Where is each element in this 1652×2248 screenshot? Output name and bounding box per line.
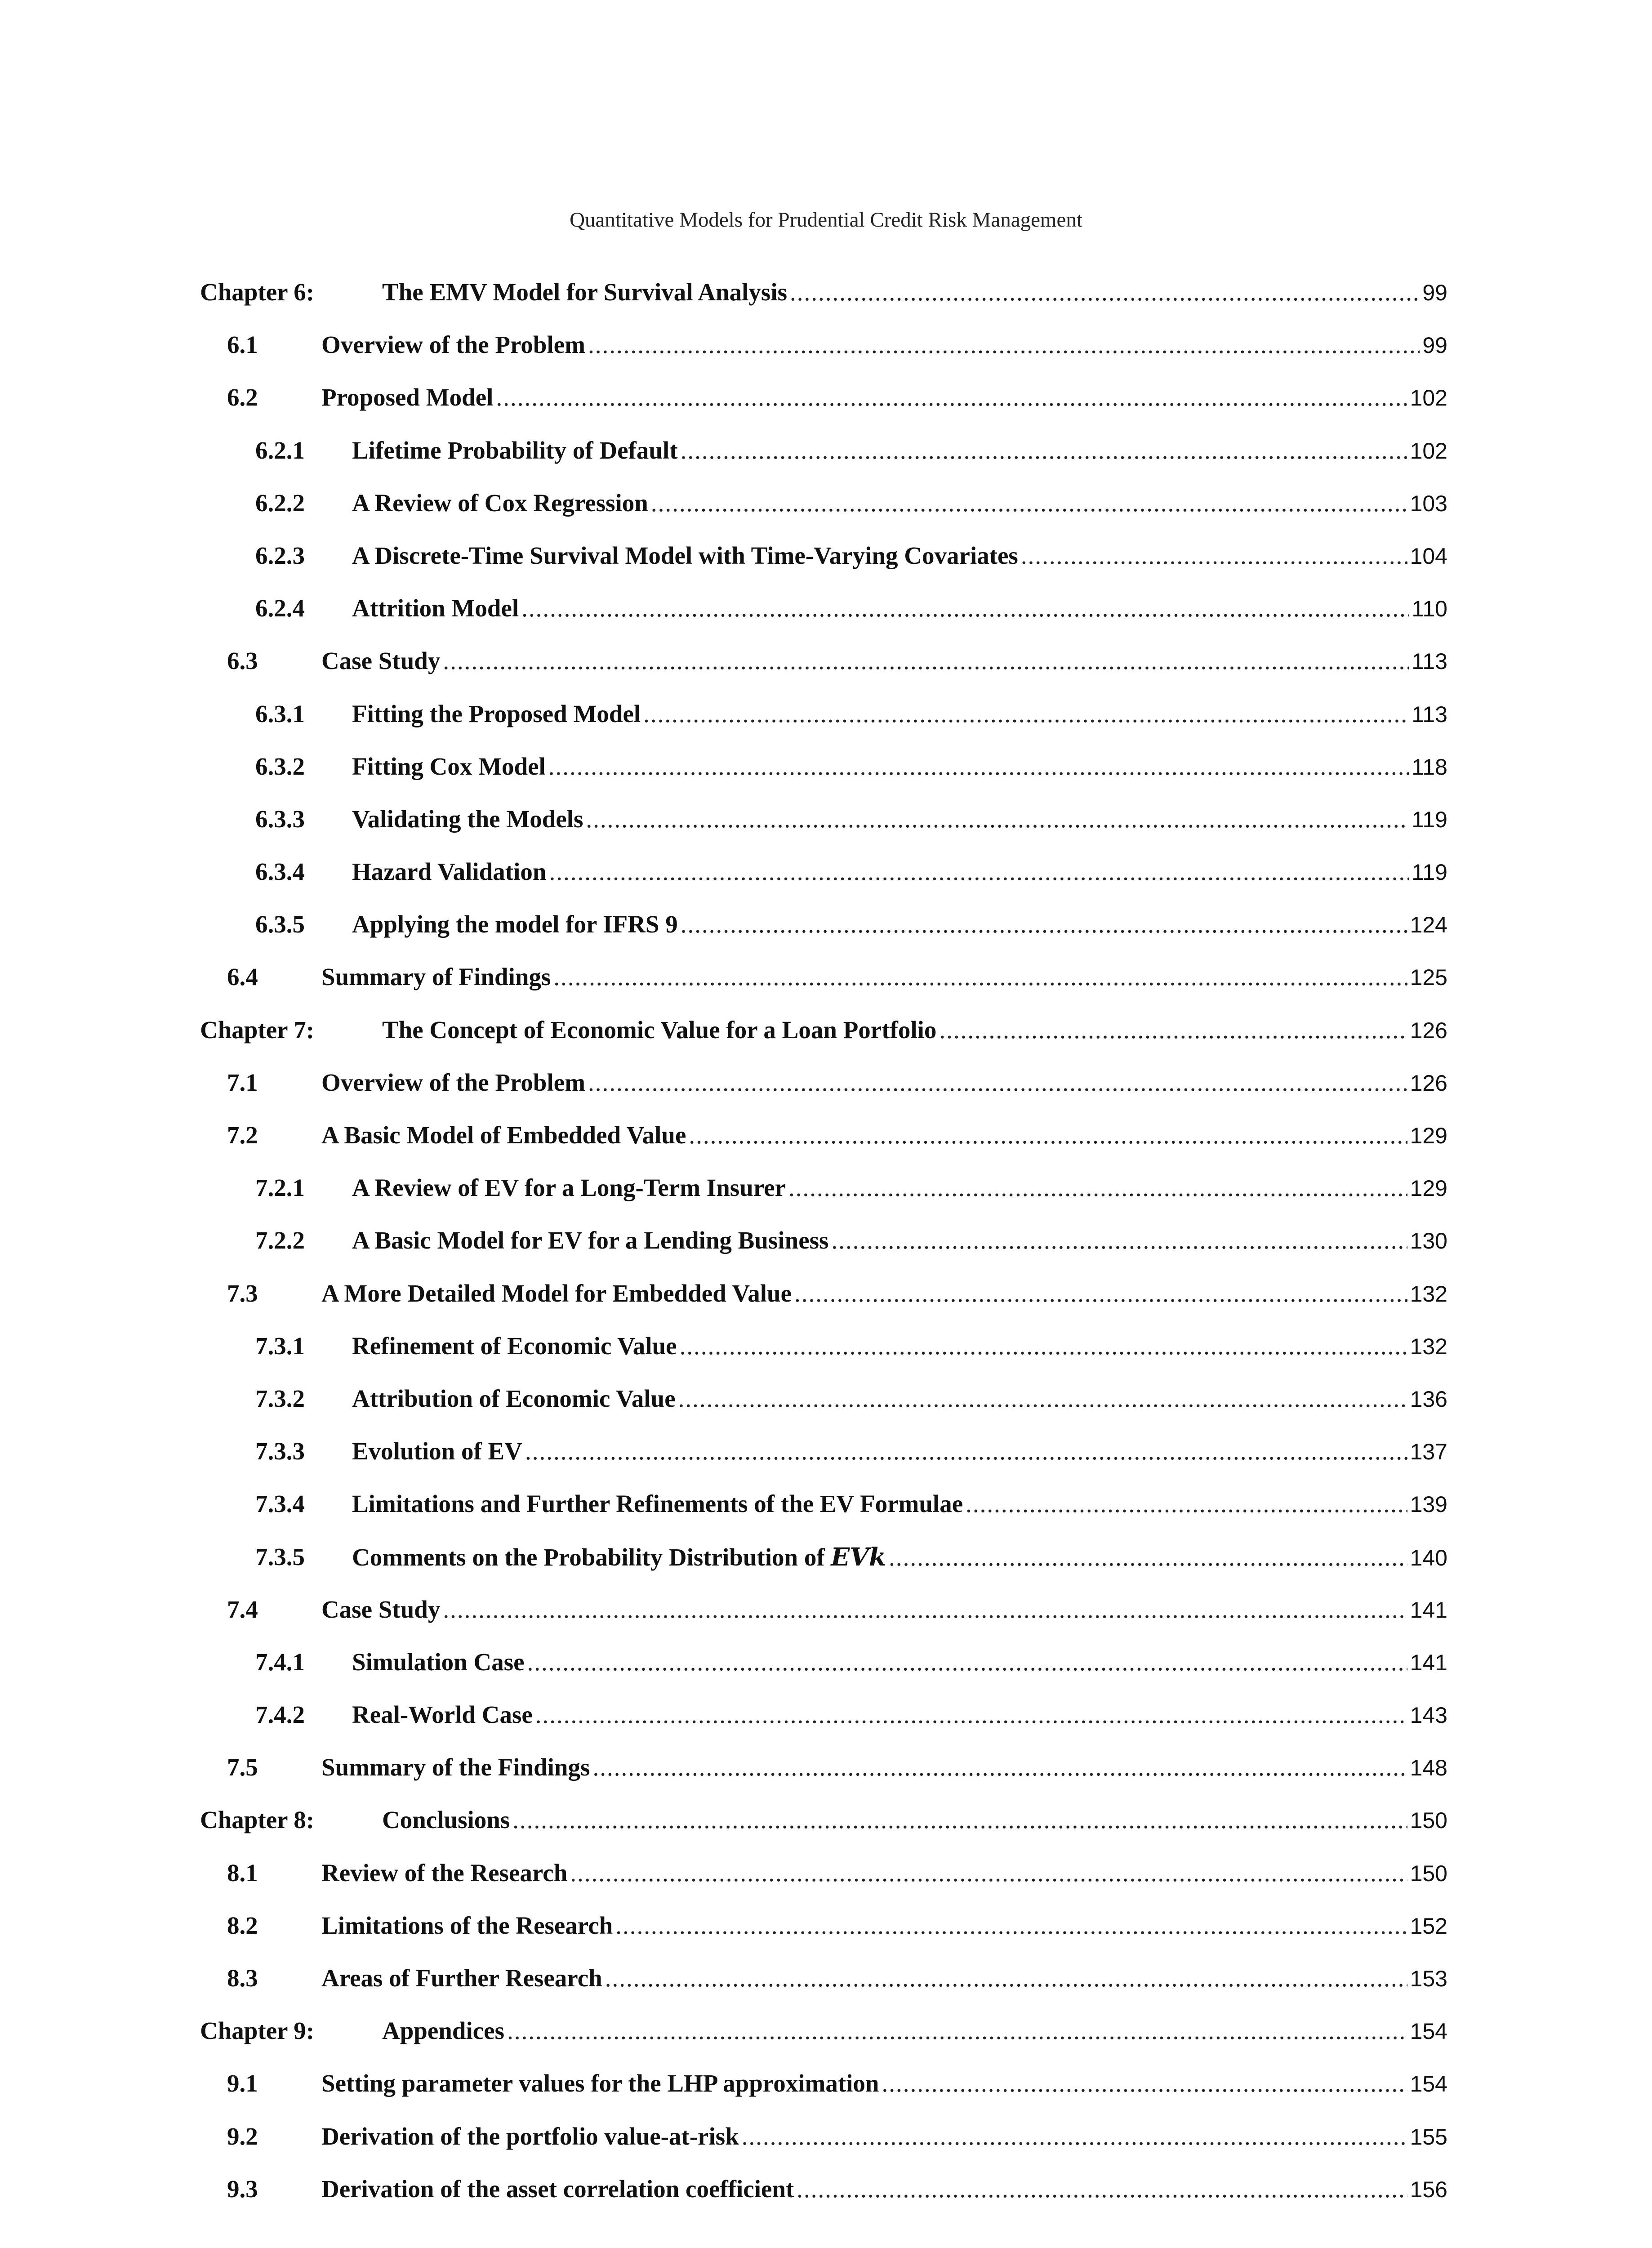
toc-entry-line [321,1120,1447,1151]
toc-entry-title-text: Real-World Case [352,1701,533,1729]
toc-entry-line [321,2068,1447,2100]
dot-leader [443,645,1409,677]
toc-entry-number: 6.1 [227,331,258,359]
toc-entry-line [352,1225,1447,1257]
toc-entry-number: 6.3.5 [255,910,305,938]
toc-entry-page-number: 132 [1410,1334,1447,1359]
toc-entry-page-number: 140 [1410,1545,1447,1570]
toc-section-entry[interactable] [200,329,1447,382]
toc-entry-number: 6.3 [227,647,258,675]
running-header: Quantitative Models for Prudential Credit Risk Management [570,208,1082,232]
toc-section-entry[interactable] [200,382,1447,434]
toc-entry-line [321,1752,1447,1784]
toc-subsection-entry[interactable] [200,1436,1447,1488]
toc-section-entry[interactable] [200,1963,1447,2015]
dot-leader [512,1804,1407,1836]
toc-entry-line [321,1910,1447,1942]
dot-leader [588,329,1420,361]
toc-entry-page-number: 132 [1410,1281,1447,1307]
toc-entry-title-text: Comments on the Probability Distribution of [352,1543,825,1571]
dot-leader [615,1910,1407,1941]
toc-entry-title [352,1225,828,1256]
toc-section-entry[interactable] [200,961,1447,1014]
toc-entry-number: 7.3.2 [255,1384,305,1412]
toc-entry-number: Chapter 8: [200,1806,315,1834]
toc-entry-line [352,1172,1447,1204]
toc-entry-title [352,803,583,835]
toc-entry-title [321,382,493,413]
toc-entry-number: 6.3.4 [255,858,305,886]
dot-leader [548,751,1409,782]
dot-leader [889,1542,1407,1573]
toc-entry-title-text: Limitations of the Research [321,1911,613,1939]
toc-section-entry[interactable] [200,1857,1447,1910]
toc-entry-title-text: Attribution of Economic Value [352,1384,676,1412]
toc-subsection-entry[interactable] [200,1646,1447,1699]
dot-leader [788,1172,1407,1204]
toc-entry-page-number: 155 [1410,2124,1447,2150]
toc-entry-page-number: 113 [1412,649,1447,674]
toc-entry-title [352,1330,677,1362]
toc-entry-line [321,382,1447,414]
dot-leader [570,1857,1407,1889]
toc-subsection-entry[interactable] [200,540,1447,593]
toc-entry-title [352,540,1018,571]
toc-entry-line [352,909,1447,941]
toc-entry-page-number: 119 [1412,860,1447,885]
toc-entry-number: 6.2.2 [255,489,305,517]
toc-section-entry[interactable] [200,1752,1447,1804]
toc-entry-title-text: Case Study [321,647,441,675]
toc-entry-title-text: Derivation of the asset correlation coefficient [321,2175,794,2203]
toc-entry-line [352,540,1447,572]
dot-leader [681,909,1407,940]
toc-entry-line [352,698,1447,730]
toc-entry-title-text: Appendices [382,2017,504,2045]
toc-entry-title [352,698,641,730]
toc-entry-title [321,2068,879,2099]
dot-leader [1021,540,1407,571]
toc-entry-number: 7.5 [227,1753,258,1781]
dot-leader [525,1436,1407,1467]
toc-subsection-entry[interactable] [200,856,1447,909]
dot-leader [643,698,1409,730]
dot-leader [680,1330,1407,1362]
toc-entry-title-text: Applying the model for IFRS 9 [352,910,678,938]
toc-entry-line [352,1383,1447,1415]
toc-entry-title [382,1014,936,1046]
toc-entry-title-text: Simulation Case [352,1648,525,1676]
dot-leader [681,435,1407,466]
toc-subsection-entry[interactable] [200,909,1447,961]
toc-chapter-entry[interactable] [200,1804,1447,1857]
dot-leader [443,1594,1407,1625]
toc-entry-title [382,277,787,308]
toc-entry-title-text: Areas of Further Research [321,1964,602,1992]
toc-entry-title-text: Overview of the Problem [321,331,586,359]
toc-entry-line [382,2015,1447,2047]
toc-entry-title-text: Conclusions [382,1806,510,1834]
toc-entry-title [352,1172,786,1204]
dot-leader [521,593,1409,624]
dot-leader [966,1488,1407,1520]
dot-leader [496,382,1407,413]
toc-entry-title [321,1594,440,1625]
toc-entry-line [352,1699,1447,1731]
toc-entry-page-number: 153 [1410,1966,1447,1991]
toc-chapter-entry[interactable] [200,1014,1447,1067]
dot-leader [678,1383,1407,1414]
toc-section-entry[interactable] [200,1120,1447,1172]
toc-entry-title [321,1752,590,1783]
toc-subsection-entry[interactable] [200,751,1447,803]
toc-section-entry[interactable] [200,1910,1447,1963]
toc-section-entry[interactable] [200,645,1447,698]
toc-entry-title-text: Evolution of EV [352,1437,522,1465]
toc-entry-title [321,1120,686,1151]
toc-entry-page-number: 102 [1410,438,1447,464]
toc-entry-page-number: 113 [1412,701,1447,727]
toc-entry-line [352,1488,1447,1520]
toc-entry-line [382,1804,1447,1836]
toc-entry-title-text: Summary of Findings [321,963,551,991]
toc-section-entry[interactable] [200,1278,1447,1330]
toc-section-entry[interactable] [200,2121,1447,2173]
toc-subsection-entry[interactable] [200,1488,1447,1541]
toc-subsection-entry[interactable] [200,803,1447,856]
toc-entry-title-text: Validating the Models [352,805,583,833]
toc-entry-number: 8.1 [227,1859,258,1887]
toc-entry-line [352,1646,1447,1678]
toc-entry-number: 8.3 [227,1964,258,1992]
toc-entry-title [321,2173,794,2205]
toc-entry-page-number: 139 [1410,1492,1447,1517]
dot-leader [797,2173,1407,2205]
toc-entry-number: 7.2 [227,1121,258,1149]
dot-leader [549,856,1409,888]
toc-entry-title-text: A Basic Model for EV for a Lending Business [352,1227,829,1254]
toc-entry-line [321,1594,1447,1626]
toc-entry-number: 7.2.1 [255,1174,305,1202]
toc-entry-number: 9.1 [227,2070,258,2097]
toc-entry-line [321,1067,1447,1099]
toc-entry-line [321,961,1447,993]
toc-entry-title [321,645,440,677]
toc-entry-page-number: 152 [1410,1913,1447,1939]
dot-leader [535,1699,1407,1731]
toc-entry-title [352,435,678,466]
toc-entry-number: Chapter 7: [200,1016,315,1044]
toc-entry-number: 7.3.5 [255,1543,305,1570]
toc-entry-number: 7.4 [227,1595,258,1623]
toc-entry-number: 6.3.1 [255,700,305,727]
toc-entry-title [352,1436,522,1467]
toc-entry-title [321,329,585,361]
toc-entry-title [352,1383,676,1414]
toc-entry-title-text: A Review of EV for a Long-Term Insurer [352,1174,786,1202]
toc-entry-title-text: A More Detailed Model for Embedded Value [321,1279,792,1307]
toc-entry-page-number: 148 [1410,1755,1447,1781]
toc-entry-number: 7.2.2 [255,1227,305,1254]
toc-entry-number: Chapter 6: [200,278,315,306]
toc-entry-title [321,961,551,993]
toc-entry-title [382,1804,510,1836]
toc-entry-title-text: Attrition Model [352,594,519,622]
toc-entry-page-number: 150 [1410,1808,1447,1833]
toc-entry-title [352,593,519,624]
dot-leader [794,1278,1407,1309]
toc-entry-number: 7.3.3 [255,1437,305,1465]
toc-entry-title [382,2015,504,2047]
toc-entry-line [352,1436,1447,1467]
toc-entry-number: 6.3.2 [255,752,305,780]
toc-entry-title [321,1278,792,1309]
toc-entry-page-number: 124 [1410,912,1447,938]
toc-entry-page-number: 141 [1410,1650,1447,1675]
toc-section-entry[interactable] [200,2173,1447,2226]
dot-leader [790,277,1420,308]
toc-entry-line [352,1541,1447,1574]
dot-leader [831,1225,1407,1256]
toc-entry-title [321,1963,602,1994]
toc-entry-number: Chapter 9: [200,2017,315,2045]
toc-entry-title-text: Fitting Cox Model [352,752,546,780]
toc-entry-page-number: 119 [1412,807,1447,832]
toc-entry-number: 7.1 [227,1068,258,1096]
dot-leader [507,2015,1407,2047]
toc-entry-number: 9.3 [227,2175,258,2203]
toc-entry-page-number: 141 [1410,1597,1447,1623]
toc-entry-title [352,751,546,782]
toc-subsection-entry[interactable] [200,1699,1447,1752]
dot-leader [586,803,1409,835]
toc-subsection-entry[interactable] [200,1383,1447,1436]
toc-entry-math: EVk [831,1542,886,1571]
toc-entry-line [352,593,1447,624]
dot-leader [605,1963,1407,1994]
toc-entry-line [382,277,1447,308]
toc-entry-page-number: 143 [1410,1703,1447,1728]
toc-entry-page-number: 99 [1422,280,1447,305]
toc-entry-page-number: 137 [1410,1439,1447,1465]
toc-subsection-entry[interactable] [200,1172,1447,1225]
toc-subsection-entry[interactable] [200,487,1447,540]
toc-entry-page-number: 130 [1410,1228,1447,1254]
toc-entry-number: 9.2 [227,2122,258,2150]
dot-leader [882,2068,1407,2099]
toc-entry-title-text: A Basic Model of Embedded Value [321,1121,686,1149]
toc-subsection-entry[interactable] [200,1225,1447,1277]
toc-entry-page-number: 129 [1410,1176,1447,1201]
toc-entry-title-text: Review of the Research [321,1859,568,1887]
toc-entry-title-text: Fitting the Proposed Model [352,700,641,727]
toc-section-entry[interactable] [200,2068,1447,2120]
toc-entry-title [321,1857,567,1889]
toc-entry-page-number: 150 [1410,1860,1447,1886]
toc-subsection-entry[interactable] [200,1541,1447,1594]
toc-entry-line [352,803,1447,835]
toc-entry-title-text: A Discrete-Time Survival Model with Time-Varying Covariates [352,541,1018,569]
toc-entry-line [352,856,1447,888]
toc-entry-title-text: Lifetime Probability of Default [352,436,678,464]
toc-entry-line [321,1963,1447,1994]
toc-entry-title [321,1910,613,1941]
toc-entry-page-number: 156 [1410,2177,1447,2202]
toc-entry-line [321,2121,1447,2153]
toc-entry-page-number: 136 [1410,1386,1447,1412]
toc-entry-title-text: Hazard Validation [352,858,547,886]
toc-subsection-entry[interactable] [200,698,1447,751]
toc-entry-title-text: A Review of Cox Regression [352,489,648,517]
toc-entry-number: 7.3 [227,1279,258,1307]
toc-entry-title [352,487,648,519]
toc-entry-page-number: 99 [1422,333,1447,358]
toc-entry-page-number: 118 [1412,754,1447,780]
toc-entry-page-number: 126 [1410,1017,1447,1043]
toc-entry-title-text: Setting parameter values for the LHP approximation [321,2070,879,2097]
toc-entry-title-text: Overview of the Problem [321,1068,586,1096]
toc-entry-title [352,856,546,888]
dot-leader [588,1067,1407,1098]
toc-entry-title [352,1646,525,1678]
toc-entry-title [352,1541,886,1573]
toc-entry-line [352,1330,1447,1362]
toc-entry-page-number: 125 [1410,965,1447,990]
toc-entry-page-number: 102 [1410,385,1447,411]
toc-entry-number: 7.3.4 [255,1490,305,1518]
toc-entry-title-text: Derivation of the portfolio value-at-risk [321,2122,739,2150]
toc-entry-page-number: 126 [1410,1070,1447,1096]
dot-leader [553,961,1407,993]
toc-entry-number: 7.4.2 [255,1701,305,1729]
toc-entry-page-number: 104 [1410,543,1447,569]
toc-entry-number: 6.2.4 [255,594,305,622]
toc-entry-page-number: 154 [1410,2019,1447,2044]
toc-entry-line [382,1014,1447,1046]
dot-leader [939,1014,1407,1046]
dot-leader [742,2121,1407,2152]
toc-subsection-entry[interactable] [200,435,1447,487]
dot-leader [651,487,1407,519]
toc-entry-title-text: Limitations and Further Refinements of the EV Formulae [352,1490,963,1518]
toc-entry-page-number: 103 [1410,491,1447,516]
dot-leader [592,1752,1407,1783]
toc-entry-number: 6.2.1 [255,436,305,464]
toc-entry-title [352,1488,963,1520]
toc-subsection-entry[interactable] [200,593,1447,645]
toc-entry-title-text: Proposed Model [321,384,494,411]
toc-entry-number: 7.3.1 [255,1332,305,1360]
toc-entry-line [321,645,1447,677]
toc-entry-title-text: Case Study [321,1595,441,1623]
toc-entry-line [352,487,1447,519]
toc-entry-line [321,1278,1447,1310]
toc-entry-title-text: The Concept of Economic Value for a Loan Portfolio [382,1016,937,1044]
toc-chapter-entry[interactable] [200,277,1447,329]
toc-entry-title [321,1067,585,1098]
toc-entry-number: 6.4 [227,963,258,991]
toc-entry-number: 6.2.3 [255,541,305,569]
toc-entry-line [321,2173,1447,2205]
table-of-contents [200,277,1447,2226]
toc-entry-title [321,2121,739,2152]
toc-entry-line [352,435,1447,467]
toc-entry-line [352,751,1447,783]
dot-leader [527,1646,1407,1678]
toc-entry-number: 7.4.1 [255,1648,305,1676]
toc-entry-page-number: 129 [1410,1123,1447,1148]
toc-entry-line [321,1857,1447,1889]
toc-entry-title-text: Summary of the Findings [321,1753,590,1781]
toc-entry-number: 6.3.3 [255,805,305,833]
toc-entry-page-number: 154 [1410,2071,1447,2097]
toc-entry-title [352,1699,533,1731]
toc-subsection-entry[interactable] [200,1330,1447,1383]
toc-entry-line [321,329,1447,361]
dot-leader [689,1120,1407,1151]
toc-entry-number: 6.2 [227,384,258,411]
toc-entry-title [352,909,678,940]
toc-chapter-entry[interactable] [200,2015,1447,2068]
toc-section-entry[interactable] [200,1067,1447,1120]
toc-section-entry[interactable] [200,1594,1447,1646]
toc-entry-page-number: 110 [1412,596,1447,622]
toc-entry-title-text: Refinement of Economic Value [352,1332,677,1360]
toc-entry-number: 8.2 [227,1911,258,1939]
toc-entry-title-text: The EMV Model for Survival Analysis [382,278,787,306]
